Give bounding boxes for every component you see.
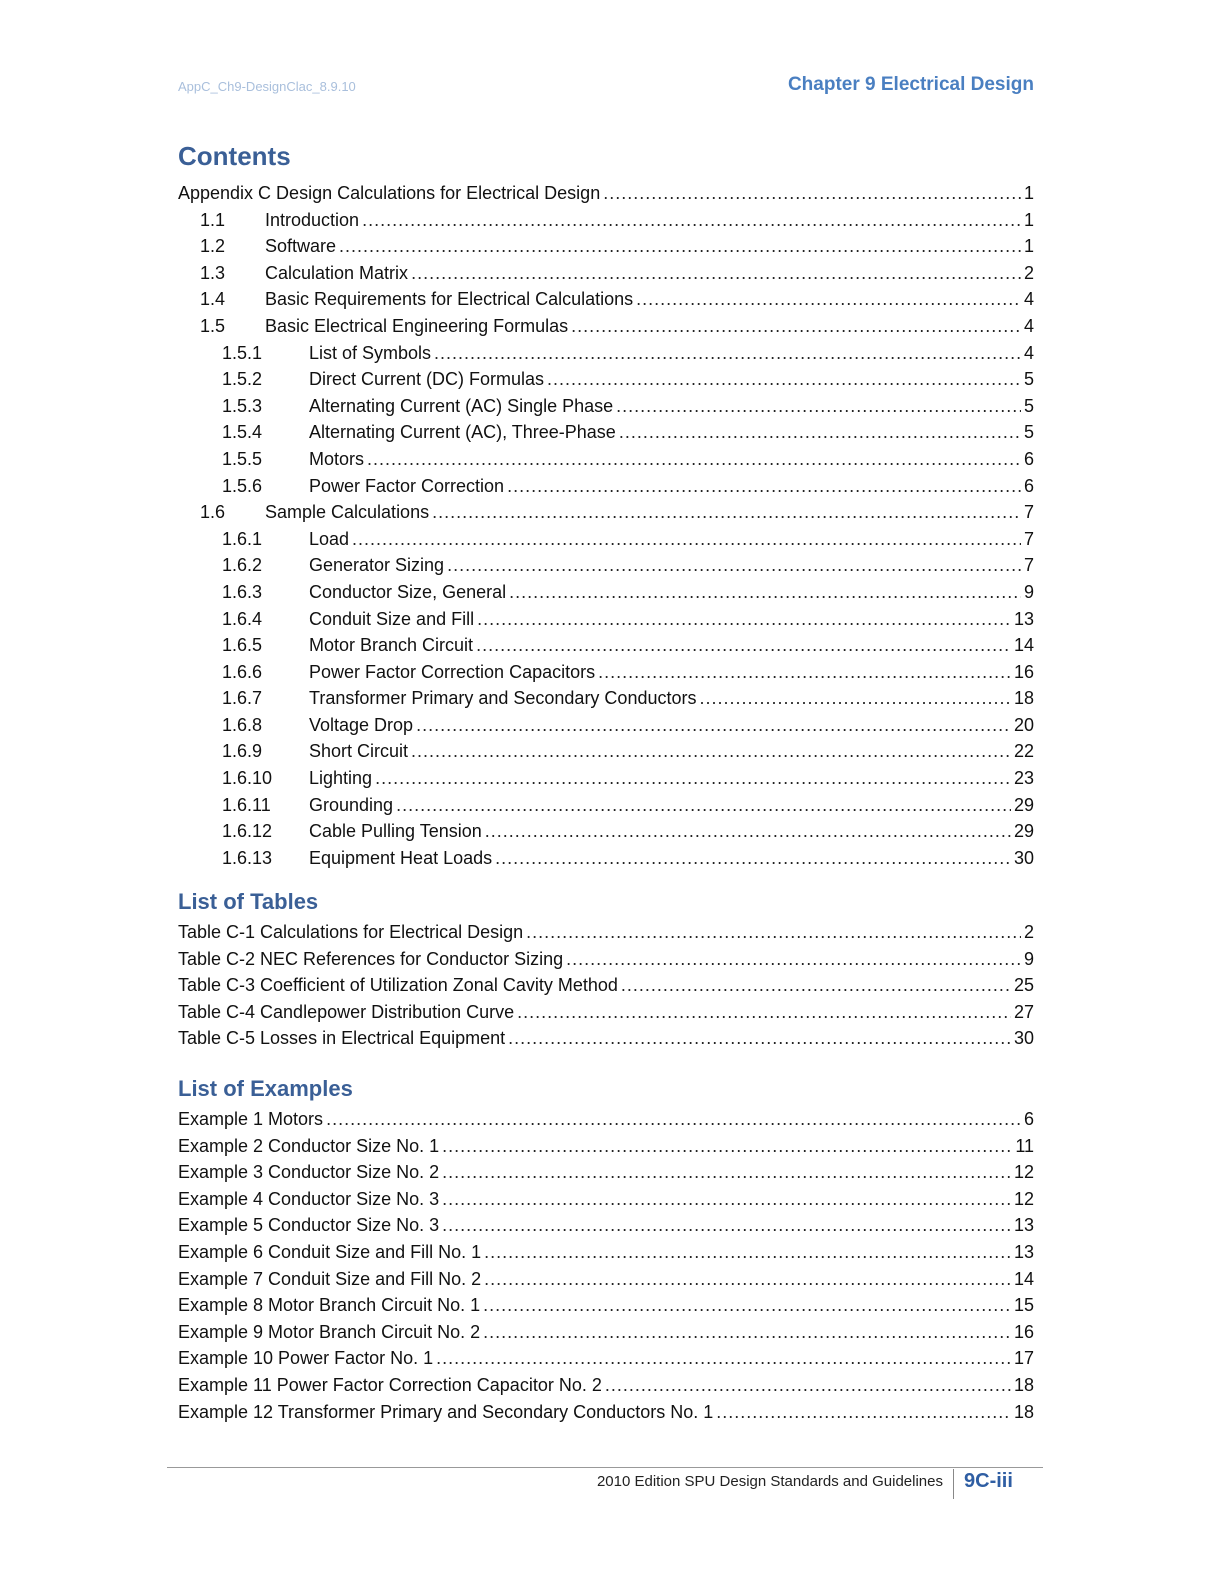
toc-entry[interactable] bbox=[178, 659, 1034, 686]
toc-entry-title: Example 7 Conduit Size and Fill No. 2 bbox=[178, 1266, 484, 1293]
dot-leader bbox=[566, 946, 1021, 973]
toc-entry-title: Example 10 Power Factor No. 1 bbox=[178, 1345, 436, 1372]
toc-entry-title: Power Factor Correction Capacitors bbox=[309, 659, 598, 686]
toc-entry-page: 4 bbox=[1023, 289, 1034, 310]
toc-entry-page: 5 bbox=[1023, 422, 1034, 443]
toc-entry[interactable] bbox=[178, 1186, 1034, 1213]
toc-entry-number: 1.6.4 bbox=[222, 608, 263, 629]
toc-entry[interactable] bbox=[178, 313, 1034, 340]
toc-entry-title: Table C-2 NEC References for Conductor Sizing bbox=[178, 946, 566, 973]
footer-divider bbox=[167, 1467, 1043, 1468]
toc-entry[interactable] bbox=[178, 632, 1034, 659]
toc-entry-title: Example 12 Transformer Primary and Secondary Conductors No. 1 bbox=[178, 1399, 716, 1426]
toc-entry[interactable] bbox=[178, 1319, 1034, 1346]
toc-entry-page: 18 bbox=[1013, 1374, 1034, 1395]
toc-entry-page: 7 bbox=[1023, 528, 1034, 549]
toc-entry-page: 1 bbox=[1023, 183, 1034, 203]
dot-leader bbox=[571, 313, 1021, 340]
toc-entry[interactable] bbox=[178, 552, 1034, 579]
dot-leader bbox=[483, 1292, 1011, 1319]
list-of-tables-heading: List of Tables bbox=[178, 889, 319, 914]
dot-leader bbox=[476, 632, 1011, 659]
list-of-examples bbox=[178, 1106, 1034, 1425]
toc-entry-number: 1.6.1 bbox=[222, 528, 263, 549]
dot-leader bbox=[442, 1159, 1011, 1186]
footer-edition: 2010 Edition SPU Design Standards and Guidelines bbox=[596, 1473, 943, 1490]
contents-heading: Contents bbox=[178, 141, 291, 171]
toc-entry-number: 1.1 bbox=[200, 209, 226, 230]
toc-entry[interactable] bbox=[178, 1266, 1034, 1293]
toc-entry-title: Grounding bbox=[309, 792, 396, 819]
dot-leader bbox=[616, 393, 1021, 420]
dot-leader bbox=[362, 207, 1021, 234]
toc-entry[interactable] bbox=[178, 1292, 1034, 1319]
toc-entry-page: 29 bbox=[1013, 794, 1034, 815]
toc-entry[interactable] bbox=[178, 1106, 1034, 1133]
toc-entry-title: Table C-4 Candlepower Distribution Curve bbox=[178, 999, 517, 1026]
dot-leader bbox=[436, 1345, 1011, 1372]
toc-entry-number: 1.5 bbox=[200, 315, 226, 336]
toc-entry-title: Voltage Drop bbox=[309, 712, 416, 739]
toc-entry-number: 1.5.5 bbox=[222, 448, 263, 469]
toc-entry[interactable] bbox=[178, 233, 1034, 260]
toc-entry[interactable] bbox=[178, 999, 1034, 1026]
toc-entry-number: 1.6 bbox=[200, 502, 226, 523]
toc-entry-title: Table C-1 Calculations for Electrical Design bbox=[178, 919, 526, 946]
toc-entry[interactable] bbox=[178, 1025, 1034, 1052]
toc-entry-page: 13 bbox=[1013, 608, 1034, 629]
dot-leader bbox=[598, 659, 1011, 686]
toc-entry-number: 1.6.13 bbox=[222, 847, 273, 868]
toc-entry[interactable] bbox=[178, 393, 1034, 420]
toc-entry[interactable] bbox=[178, 180, 1034, 207]
dot-leader bbox=[605, 1372, 1011, 1399]
toc-entry[interactable] bbox=[178, 1133, 1034, 1160]
dot-leader bbox=[483, 1319, 1011, 1346]
toc-entry-page: 13 bbox=[1013, 1215, 1034, 1236]
toc-entry[interactable] bbox=[178, 818, 1034, 845]
dot-leader bbox=[699, 685, 1010, 712]
toc-entry-page: 16 bbox=[1013, 661, 1034, 682]
toc-entry[interactable] bbox=[178, 1212, 1034, 1239]
toc-entry-page: 29 bbox=[1013, 821, 1034, 842]
toc-entry-number: 1.5.3 bbox=[222, 395, 263, 416]
toc-entry[interactable] bbox=[178, 972, 1034, 999]
dot-leader bbox=[547, 366, 1021, 393]
dot-leader bbox=[375, 765, 1011, 792]
toc-entry-page: 13 bbox=[1013, 1241, 1034, 1262]
toc-entry-title: Example 9 Motor Branch Circuit No. 2 bbox=[178, 1319, 483, 1346]
toc-entry-title: Conduit Size and Fill bbox=[309, 606, 477, 633]
toc-entry-page: 1 bbox=[1023, 236, 1034, 257]
toc-entry-number: 1.6.2 bbox=[222, 555, 263, 576]
toc-entry-page: 9 bbox=[1023, 948, 1034, 969]
toc-entry-title: Example 5 Conductor Size No. 3 bbox=[178, 1212, 442, 1239]
toc-entry-page: 14 bbox=[1013, 635, 1034, 656]
dot-leader bbox=[447, 552, 1021, 579]
toc-entry[interactable] bbox=[178, 366, 1034, 393]
toc-entry-title: Short Circuit bbox=[309, 738, 411, 765]
toc-entry[interactable] bbox=[178, 207, 1034, 234]
toc-entry-page: 18 bbox=[1013, 688, 1034, 709]
list-of-tables bbox=[178, 919, 1034, 1052]
toc-entry-title: Load bbox=[309, 526, 352, 553]
toc-entry[interactable] bbox=[178, 765, 1034, 792]
toc-entry-page: 6 bbox=[1023, 475, 1034, 496]
toc-entry-title: Direct Current (DC) Formulas bbox=[309, 366, 547, 393]
toc-entry-title: Alternating Current (AC) Single Phase bbox=[309, 393, 616, 420]
toc-entry[interactable] bbox=[178, 579, 1034, 606]
toc-entry-page: 5 bbox=[1023, 369, 1034, 390]
dot-leader bbox=[484, 1266, 1011, 1293]
toc-entry[interactable] bbox=[178, 712, 1034, 739]
toc-entry-title: Example 8 Motor Branch Circuit No. 1 bbox=[178, 1292, 483, 1319]
toc-entry-page: 2 bbox=[1023, 922, 1034, 942]
toc-entry-title: Appendix C Design Calculations for Electrical Design bbox=[178, 180, 603, 207]
toc-entry-title: Software bbox=[265, 233, 339, 260]
toc-entry-title: Table C-3 Coefficient of Utilization Zonal Cavity Method bbox=[178, 972, 621, 999]
toc-entry-page: 25 bbox=[1013, 975, 1034, 996]
document-file-label: AppC_Ch9-DesignClac_8.9.10 bbox=[178, 79, 356, 94]
toc-entry-title: Transformer Primary and Secondary Conductors bbox=[309, 685, 699, 712]
toc-entry[interactable] bbox=[178, 1239, 1034, 1266]
dot-leader bbox=[509, 579, 1021, 606]
toc-entry-title: Basic Requirements for Electrical Calculations bbox=[265, 286, 636, 313]
toc-entry[interactable] bbox=[178, 286, 1034, 313]
toc-entry-title: Example 6 Conduit Size and Fill No. 1 bbox=[178, 1239, 484, 1266]
toc-entry-number: 1.6.7 bbox=[222, 688, 263, 709]
list-of-examples-heading: List of Examples bbox=[178, 1076, 353, 1101]
toc-entry-page: 30 bbox=[1013, 847, 1034, 868]
toc-entry-title: Generator Sizing bbox=[309, 552, 447, 579]
dot-leader bbox=[326, 1106, 1021, 1133]
toc-entry[interactable] bbox=[178, 1345, 1034, 1372]
toc-entry-number: 1.5.1 bbox=[222, 342, 263, 363]
toc-entry[interactable] bbox=[178, 919, 1034, 946]
toc-entry[interactable] bbox=[178, 419, 1034, 446]
toc-entry-page: 30 bbox=[1013, 1028, 1034, 1049]
toc-entry[interactable] bbox=[178, 1399, 1034, 1426]
toc-entry[interactable] bbox=[178, 685, 1034, 712]
toc-entry-number: 1.5.2 bbox=[222, 369, 263, 390]
dot-leader bbox=[411, 260, 1021, 287]
toc-entry-page: 14 bbox=[1013, 1268, 1034, 1289]
toc-entry-title: Example 3 Conductor Size No. 2 bbox=[178, 1159, 442, 1186]
toc-entry-title: Motor Branch Circuit bbox=[309, 632, 476, 659]
toc-entry-number: 1.6.11 bbox=[222, 794, 271, 815]
toc-entry-page: 4 bbox=[1023, 342, 1034, 363]
dot-leader bbox=[411, 738, 1011, 765]
footer-separator bbox=[953, 1469, 954, 1499]
toc-entry-number: 1.5.6 bbox=[222, 475, 263, 496]
dot-leader bbox=[416, 712, 1011, 739]
toc-entry-page: 15 bbox=[1013, 1295, 1034, 1316]
dot-leader bbox=[716, 1399, 1011, 1426]
toc-entry-title: Example 2 Conductor Size No. 1 bbox=[178, 1133, 442, 1160]
toc-entry-page: 6 bbox=[1023, 448, 1034, 469]
toc-entry[interactable] bbox=[178, 946, 1034, 973]
dot-leader bbox=[352, 526, 1021, 553]
dot-leader bbox=[526, 919, 1021, 946]
dot-leader bbox=[517, 999, 1011, 1026]
toc-entry-number: 1.3 bbox=[200, 262, 226, 283]
dot-leader bbox=[485, 818, 1011, 845]
toc-entry-title: Introduction bbox=[265, 207, 362, 234]
toc-entry-number: 1.6.3 bbox=[222, 581, 263, 602]
dot-leader bbox=[508, 1025, 1011, 1052]
toc-entry-page: 18 bbox=[1013, 1401, 1034, 1422]
dot-leader bbox=[507, 473, 1021, 500]
toc-entry-number: 1.6.9 bbox=[222, 741, 263, 762]
toc-entry-page: 17 bbox=[1013, 1348, 1034, 1369]
toc-entry-page: 1 bbox=[1023, 209, 1034, 230]
dot-leader bbox=[442, 1133, 1012, 1160]
toc-entry-number: 1.6.10 bbox=[222, 768, 273, 789]
toc-entry[interactable] bbox=[178, 606, 1034, 633]
toc-entry-page: 20 bbox=[1013, 714, 1034, 735]
toc-entry-page: 27 bbox=[1013, 1001, 1034, 1022]
toc-entry-number: 1.6.5 bbox=[222, 635, 263, 656]
dot-leader bbox=[442, 1212, 1011, 1239]
toc-entry-page: 23 bbox=[1013, 768, 1034, 789]
toc-entry[interactable] bbox=[178, 526, 1034, 553]
toc-entry-number: 1.6.12 bbox=[222, 821, 273, 842]
toc-entry[interactable] bbox=[178, 499, 1034, 526]
toc-entry-title: Example 4 Conductor Size No. 3 bbox=[178, 1186, 442, 1213]
toc-entry-page: 6 bbox=[1023, 1109, 1034, 1129]
toc-entry-page: 4 bbox=[1023, 315, 1034, 336]
contents-list bbox=[178, 180, 1034, 871]
toc-entry-title: Equipment Heat Loads bbox=[309, 845, 495, 872]
toc-entry[interactable] bbox=[178, 1159, 1034, 1186]
toc-entry[interactable] bbox=[178, 738, 1034, 765]
toc-entry[interactable] bbox=[178, 260, 1034, 287]
toc-entry-page: 9 bbox=[1023, 581, 1034, 602]
dot-leader bbox=[636, 286, 1021, 313]
toc-entry-number: 1.5.4 bbox=[222, 422, 263, 443]
dot-leader bbox=[434, 340, 1021, 367]
toc-entry-title: Cable Pulling Tension bbox=[309, 818, 485, 845]
dot-leader bbox=[619, 419, 1021, 446]
toc-entry-title: Power Factor Correction bbox=[309, 473, 507, 500]
toc-entry-page: 7 bbox=[1023, 502, 1034, 523]
toc-entry[interactable] bbox=[178, 473, 1034, 500]
dot-leader bbox=[495, 845, 1011, 872]
toc-entry-title: Example 11 Power Factor Correction Capacitor No. 2 bbox=[178, 1372, 605, 1399]
toc-entry[interactable] bbox=[178, 845, 1034, 872]
dot-leader bbox=[432, 499, 1021, 526]
toc-entry-title: Calculation Matrix bbox=[265, 260, 411, 287]
toc-entry-page: 5 bbox=[1023, 395, 1034, 416]
dot-leader bbox=[621, 972, 1011, 999]
toc-entry-title: Example 1 Motors bbox=[178, 1106, 326, 1133]
toc-entry-title: Lighting bbox=[309, 765, 375, 792]
page-number: 9C-iii bbox=[964, 1470, 1013, 1492]
dot-leader bbox=[442, 1186, 1011, 1213]
dot-leader bbox=[396, 792, 1011, 819]
toc-entry[interactable] bbox=[178, 446, 1034, 473]
toc-entry[interactable] bbox=[178, 792, 1034, 819]
toc-entry-number: 1.6.8 bbox=[222, 714, 263, 735]
toc-entry-number: 1.2 bbox=[200, 236, 226, 257]
toc-entry-title: Sample Calculations bbox=[265, 499, 432, 526]
toc-entry-page: 11 bbox=[1015, 1135, 1034, 1156]
dot-leader bbox=[339, 233, 1021, 260]
toc-entry-title: Table C-5 Losses in Electrical Equipment bbox=[178, 1025, 508, 1052]
toc-entry[interactable] bbox=[178, 1372, 1034, 1399]
toc-entry-number: 1.6.6 bbox=[222, 661, 263, 682]
chapter-title: Chapter 9 Electrical Design bbox=[787, 74, 1034, 95]
dot-leader bbox=[484, 1239, 1011, 1266]
toc-entry[interactable] bbox=[178, 340, 1034, 367]
toc-entry-page: 22 bbox=[1013, 741, 1034, 762]
dot-leader bbox=[603, 180, 1021, 207]
toc-entry-page: 2 bbox=[1023, 262, 1034, 283]
toc-entry-title: Motors bbox=[309, 446, 367, 473]
dot-leader bbox=[477, 606, 1011, 633]
toc-entry-page: 12 bbox=[1013, 1162, 1034, 1183]
toc-entry-page: 7 bbox=[1023, 555, 1034, 576]
toc-entry-title: Conductor Size, General bbox=[309, 579, 509, 606]
toc-entry-title: List of Symbols bbox=[309, 340, 434, 367]
toc-entry-title: Basic Electrical Engineering Formulas bbox=[265, 313, 571, 340]
toc-entry-title: Alternating Current (AC), Three-Phase bbox=[309, 419, 619, 446]
toc-entry-number: 1.4 bbox=[200, 289, 226, 310]
toc-entry-page: 12 bbox=[1013, 1188, 1034, 1209]
dot-leader bbox=[367, 446, 1021, 473]
toc-entry-page: 16 bbox=[1013, 1321, 1034, 1342]
